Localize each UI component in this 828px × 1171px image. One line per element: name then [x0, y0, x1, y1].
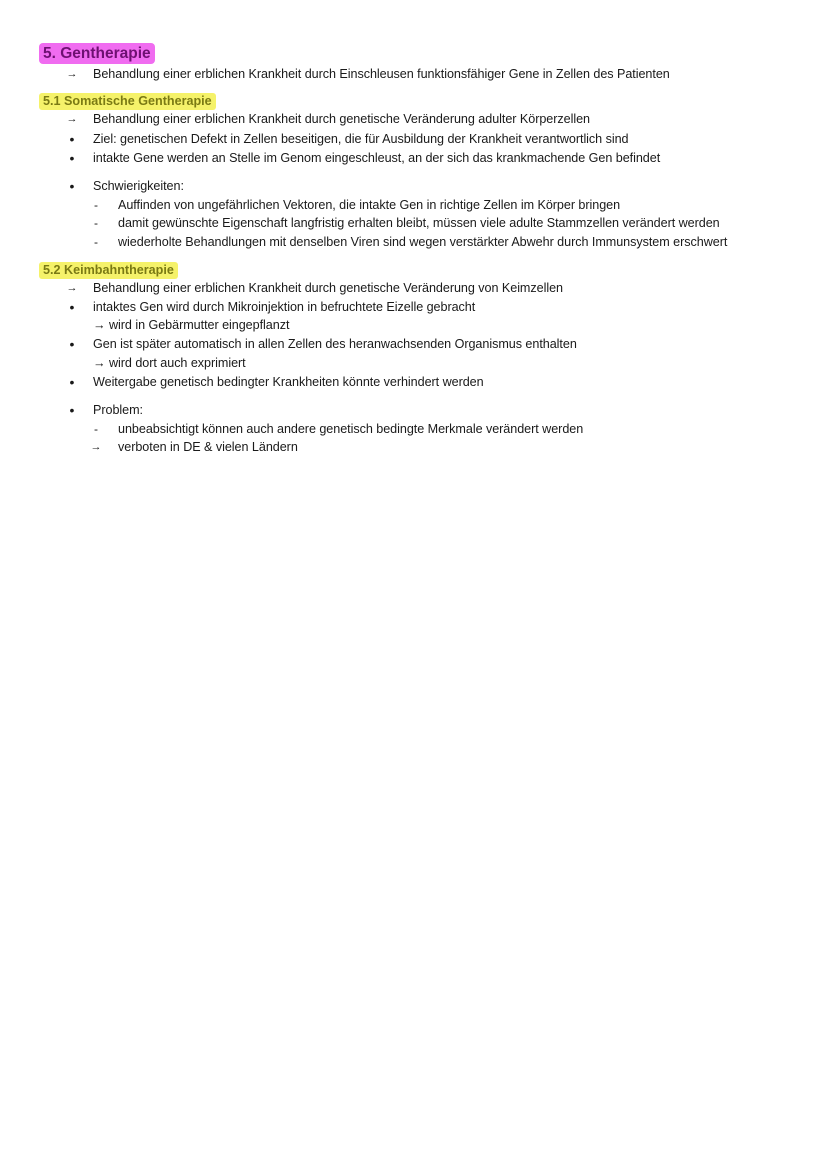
list-item: Behandlung einer erblichen Krankheit durch genetische Veränderung von Keimzellen: [93, 281, 563, 295]
arrow-right-icon: →: [90, 441, 102, 453]
list-item: Weitergabe genetisch bedingter Krankheiten könnte verhindert werden: [93, 375, 484, 389]
sub-list-item: verboten in DE & vielen Ländern: [118, 440, 298, 454]
section-heading-somatic: 5.1 Somatische Gentherapie: [39, 93, 216, 110]
list-item-continuation: → wird in Gebärmutter eingepflanzt: [93, 318, 290, 332]
list-item-continuation: → wird dort auch exprimiert: [93, 356, 246, 370]
arrow-right-icon: →: [66, 68, 78, 80]
difficulties-label: Schwierigkeiten:: [93, 179, 184, 193]
dash-icon: -: [94, 216, 98, 230]
bullet-icon: •: [69, 131, 75, 147]
intro-text: Behandlung einer erblichen Krankheit durch Einschleusen funktionsfähiger Gene in Zellen des Patienten: [93, 67, 670, 81]
page-title: 5. Gentherapie: [39, 43, 155, 64]
dash-icon: -: [94, 235, 98, 249]
bullet-icon: •: [69, 374, 75, 390]
bullet-icon: •: [69, 336, 75, 352]
list-item: intaktes Gen wird durch Mikroinjektion in befruchtete Eizelle gebracht: [93, 300, 476, 314]
sub-list-item: unbeabsichtigt können auch andere genetisch bedingte Merkmale verändert werden: [118, 422, 584, 436]
arrow-right-icon: →: [66, 113, 78, 125]
sub-list-item: damit gewünschte Eigenschaft langfristig erhalten bleibt, müssen viele adulte Stammzellen verändert werden: [118, 216, 720, 230]
section-heading-germline: 5.2 Keimbahntherapie: [39, 262, 178, 279]
sub-list-item: Auffinden von ungefährlichen Vektoren, die intakte Gen in richtige Zellen im Körper bringen: [118, 198, 621, 212]
dash-icon: -: [94, 198, 98, 212]
sub-list-item: wiederholte Behandlungen mit denselben Viren sind wegen verstärkter Abwehr durch Immunsystem erschwert: [118, 235, 728, 249]
list-item: intakte Gene werden an Stelle im Genom eingeschleust, an der sich das krankmachende Gen befindet: [93, 151, 661, 165]
arrow-right-icon: →: [66, 282, 78, 294]
dash-icon: -: [94, 422, 98, 436]
bullet-icon: •: [69, 402, 75, 418]
list-item: Behandlung einer erblichen Krankheit durch genetische Veränderung adulter Körperzellen: [93, 112, 590, 126]
bullet-icon: •: [69, 150, 75, 166]
bullet-icon: •: [69, 178, 75, 194]
list-item: Gen ist später automatisch in allen Zellen des heranwachsenden Organismus enthalten: [93, 337, 577, 351]
bullet-icon: •: [69, 299, 75, 315]
list-item: Ziel: genetischen Defekt in Zellen beseitigen, die für Ausbildung der Krankheit verantwortlich sind: [93, 132, 629, 146]
problem-label: Problem:: [93, 403, 143, 417]
